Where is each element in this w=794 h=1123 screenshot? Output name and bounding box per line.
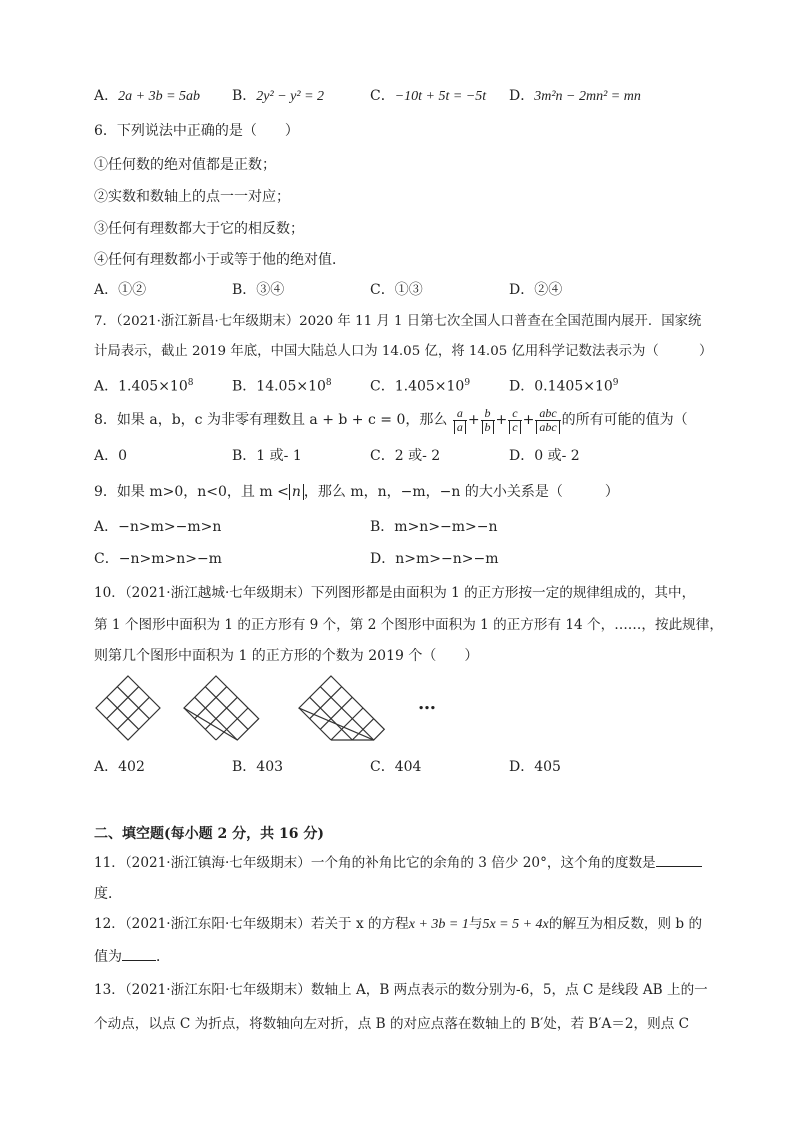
fraction-abc: $\frac{\text{abc}}{\text{abc}}$ xyxy=(535,407,560,434)
q7-option-c: C．$1.405\times 10^9$ xyxy=(370,378,471,395)
q10-stem-line2: 第 1 个图形中面积为 1 的正方形有 9 个，第 2 个图形中面积为 1 的正方形有 14 个，……，按此规律， xyxy=(94,617,723,633)
q7-stem-line2: 计局表示，截止 2019 年底，中国大陆总人口为 14.05 亿，将 14.05 亿用科学记数法表示为（ ） xyxy=(94,344,713,359)
q7-stem-line1: 7．（2021·浙江新昌·七年级期末）2020 年 11 月 1 日第七次全国人口普查在全国范围内展开．国家统 xyxy=(94,314,702,329)
q10-figure-2 xyxy=(184,676,259,740)
q10-option-c: C．404 xyxy=(370,759,422,775)
section-2-heading: 二、填空题(每小题 2 分，共 16 分) xyxy=(94,826,324,842)
q10-option-d: D．405 xyxy=(509,759,561,775)
q13-stem-line1: 13．（2021·浙江东阳·七年级期末）数轴上 A，B 两点表示的数分别为-6，5，点 C 是线段 AB 上的一 xyxy=(94,982,708,998)
q8-option-d: D．0 或- 2 xyxy=(509,448,580,464)
q8-option-a: A．0 xyxy=(94,448,128,464)
q9-option-b: B．m>n>−m>−n xyxy=(370,519,498,535)
q6-option-a: A．①② xyxy=(94,282,147,298)
q6-option-d: D．②④ xyxy=(509,282,563,298)
q5-option-a: A．2a + 3b = 5ab xyxy=(94,88,201,104)
q7-option-a: A．$1.405\times 10^8$ xyxy=(94,378,194,395)
q6-statement-1: ①任何数的绝对值都是正数； xyxy=(94,157,276,173)
q6-statement-4: ④任何有理数都小于或等于他的绝对值． xyxy=(94,252,346,268)
q12-stem-line2: 值为 ． xyxy=(94,946,170,967)
q10-ellipsis: … xyxy=(418,693,436,714)
q12-stem-line1: 12．（2021·浙江东阳·七年级期末）若关于 x 的方程x + 3b = 1与5x = 5 + 4x的解互为相反数，则 b 的 xyxy=(94,916,703,932)
q8-option-c: C．2 或- 2 xyxy=(370,448,441,464)
abs-n: n xyxy=(289,484,304,500)
q6-statement-3: ③任何有理数都大于它的相反数； xyxy=(94,221,304,237)
q8-stem: 8．如果 a，b，c 为非零有理数且 a + b + c = 0，那么 $\frac{a}{a}$ + $\frac{b}{b}$ + $\frac{c}{c}$ + $\frac{\text{abc}}{\text{abc}}$ 的所有可能的值为（ xyxy=(94,405,688,434)
q11-stem-line1: 11．（2021·浙江镇海·七年级期末）一个角的补角比它的余角的 3 倍少 20°，这个角的度数是 xyxy=(94,852,702,873)
q6-statement-2: ②实数和数轴上的点一一对应； xyxy=(94,189,290,205)
q9-stem: 9．如果 m>0，n<0，且 m < n ，那么 m，n，−m，−n 的大小关系是（ ） xyxy=(94,484,619,500)
q9-option-a: A．−n>m>−m>n xyxy=(94,519,222,535)
q10-figure-3 xyxy=(299,676,384,740)
q5-option-c: C．−10t + 5t = −5t xyxy=(370,88,487,104)
fraction-b: $\frac{b}{b}$ xyxy=(481,407,495,434)
q9-option-d: D．n>m>−n>−m xyxy=(370,551,499,567)
q5-option-b: B．2y² − y² = 2 xyxy=(232,88,325,104)
q5-option-d: D．3m²n − 2mn² = mn xyxy=(509,88,641,104)
q10-stem-line3: 则第几个图形中面积为 1 的正方形的个数为 2019 个（ ） xyxy=(94,648,479,664)
q10-figure xyxy=(0,674,794,744)
q8-option-b: B．1 或- 1 xyxy=(232,448,302,464)
q6-option-b: B．③④ xyxy=(232,282,285,298)
q10-option-a: A．402 xyxy=(94,759,145,775)
q11-stem-line2: 度． xyxy=(94,886,122,902)
q11-answer-blank[interactable] xyxy=(656,852,702,867)
fraction-a: $\frac{a}{a}$ xyxy=(453,407,467,434)
q10-figure-1 xyxy=(96,676,160,740)
q7-option-d: D．$0.1405\times 10^9$ xyxy=(509,378,619,395)
q12-answer-blank[interactable] xyxy=(122,946,156,961)
q7-option-b: B．$14.05\times 10^8$ xyxy=(232,378,332,395)
q10-option-b: B．403 xyxy=(232,759,284,775)
q9-option-c: C．−n>m>n>−m xyxy=(94,551,222,567)
q13-stem-line2: 个动点，以点 C 为折点，将数轴向左对折，点 B 的对应点落在数轴上的 B′处，若 B′A＝2，则点 C xyxy=(94,1016,690,1032)
q10-stem-line1: 10．（2021·浙江越城·七年级期末）下列图形都是由面积为 1 的正方形按一定的规律组成的，其中， xyxy=(94,585,696,601)
q6-stem: 6．下列说法中正确的是（ ） xyxy=(94,123,299,139)
fraction-c: $\frac{c}{c}$ xyxy=(508,407,521,434)
q6-option-c: C．①③ xyxy=(370,282,423,298)
